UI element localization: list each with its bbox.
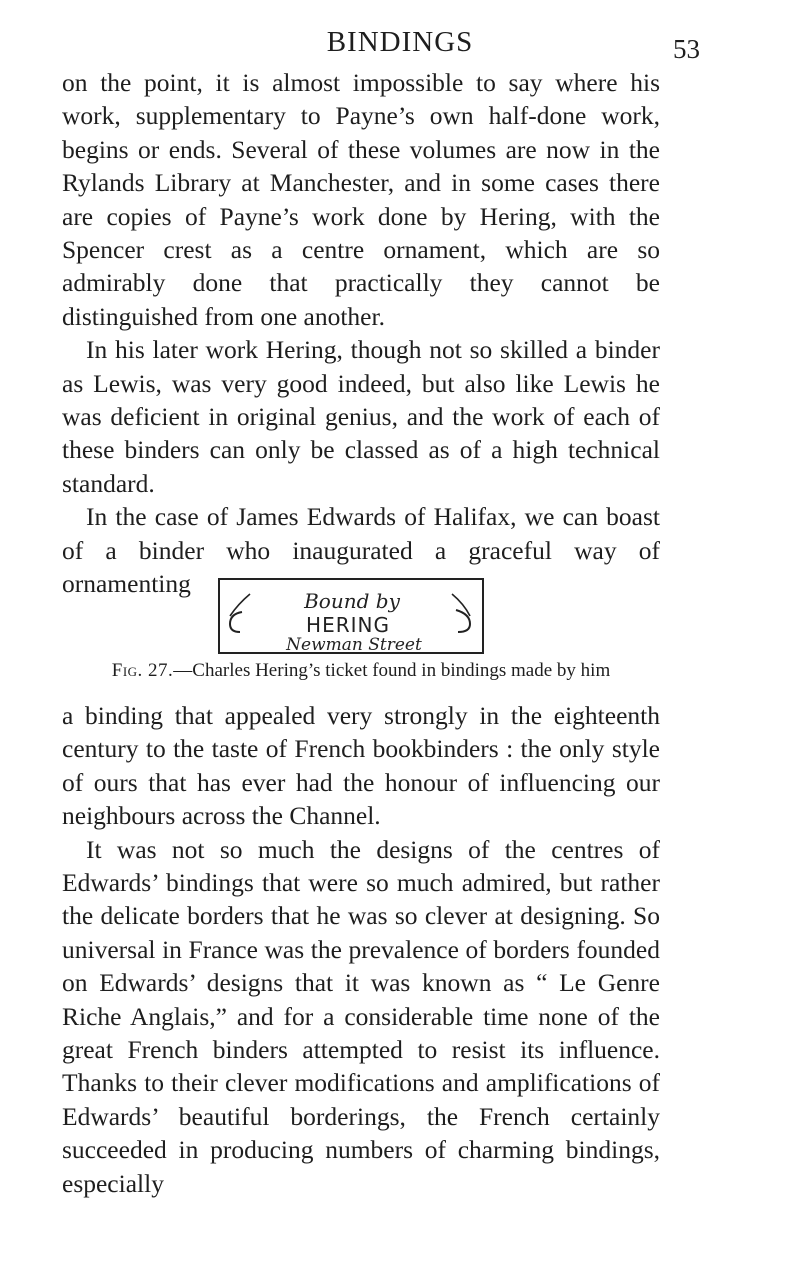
paragraph-continued-binding: a binding that appealed very strongly in the eighteenth century to the taste of French bookbinders : the only style of ours that has ever had the honour of influencing our neighbours across the Channel.: [62, 701, 660, 831]
ticket-bound-by: Bound by: [304, 589, 400, 613]
paragraph-edwards-borders: It was not so much the designs of the centres of Edwards’ bindings that were so much admired, but rather the delicate borders that he was so clever at designing. So universal in France was the prevalence of borders founded on Edwards’ designs that it was known as “ Le Genre Riche Anglais,” and for a considerable time none of the great French binders attempted to resist its influence. Thanks to their clever modifications and amplifications of Edwards’ beautiful borderings, the French certainly succeeded in producing numbers of charming bindings, especially: [62, 834, 660, 1198]
ticket-lettering: [220, 580, 482, 652]
paragraph-continued: on the point, it is almost impossible to say where his work, supplementary to Payne’s own half-done work, begins or ends. Several of these volumes are now in the Rylands Library at Manchester, and in some cases there are copies of Payne’s work done by Hering, with the Spencer crest as a centre ornament, which are so admirably done that practically they cannot be distinguished from one another.: [62, 68, 660, 331]
body-text-top: [62, 66, 660, 601]
page-number: 53: [673, 34, 700, 64]
running-head: [0, 22, 800, 62]
paragraph-hering-later-work: In his later work Hering, though not so skilled a binder as Lewis, was very good indeed, but also like Lewis he was deficient in original genius, and the work of each of these binders can only be classed as of a high technical standard.: [62, 335, 660, 498]
caption-label: Fig. 27.: [111, 660, 174, 681]
ticket-address: Newman Street: [286, 635, 422, 652]
paragraph-james-edwards: In the case of James Edwards of Halifax, we can boast of a binder who inaugurated a graceful way of ornamenting: [62, 502, 660, 599]
body-text-bottom: [62, 699, 660, 1200]
ticket-hering: HERING: [306, 613, 390, 637]
running-title: BINDINGS: [326, 26, 474, 58]
caption-text: —Charles Hering’s ticket found in bindings made by him: [173, 660, 611, 681]
hering-ticket-figure: [218, 578, 484, 654]
figure-caption: [62, 660, 660, 682]
